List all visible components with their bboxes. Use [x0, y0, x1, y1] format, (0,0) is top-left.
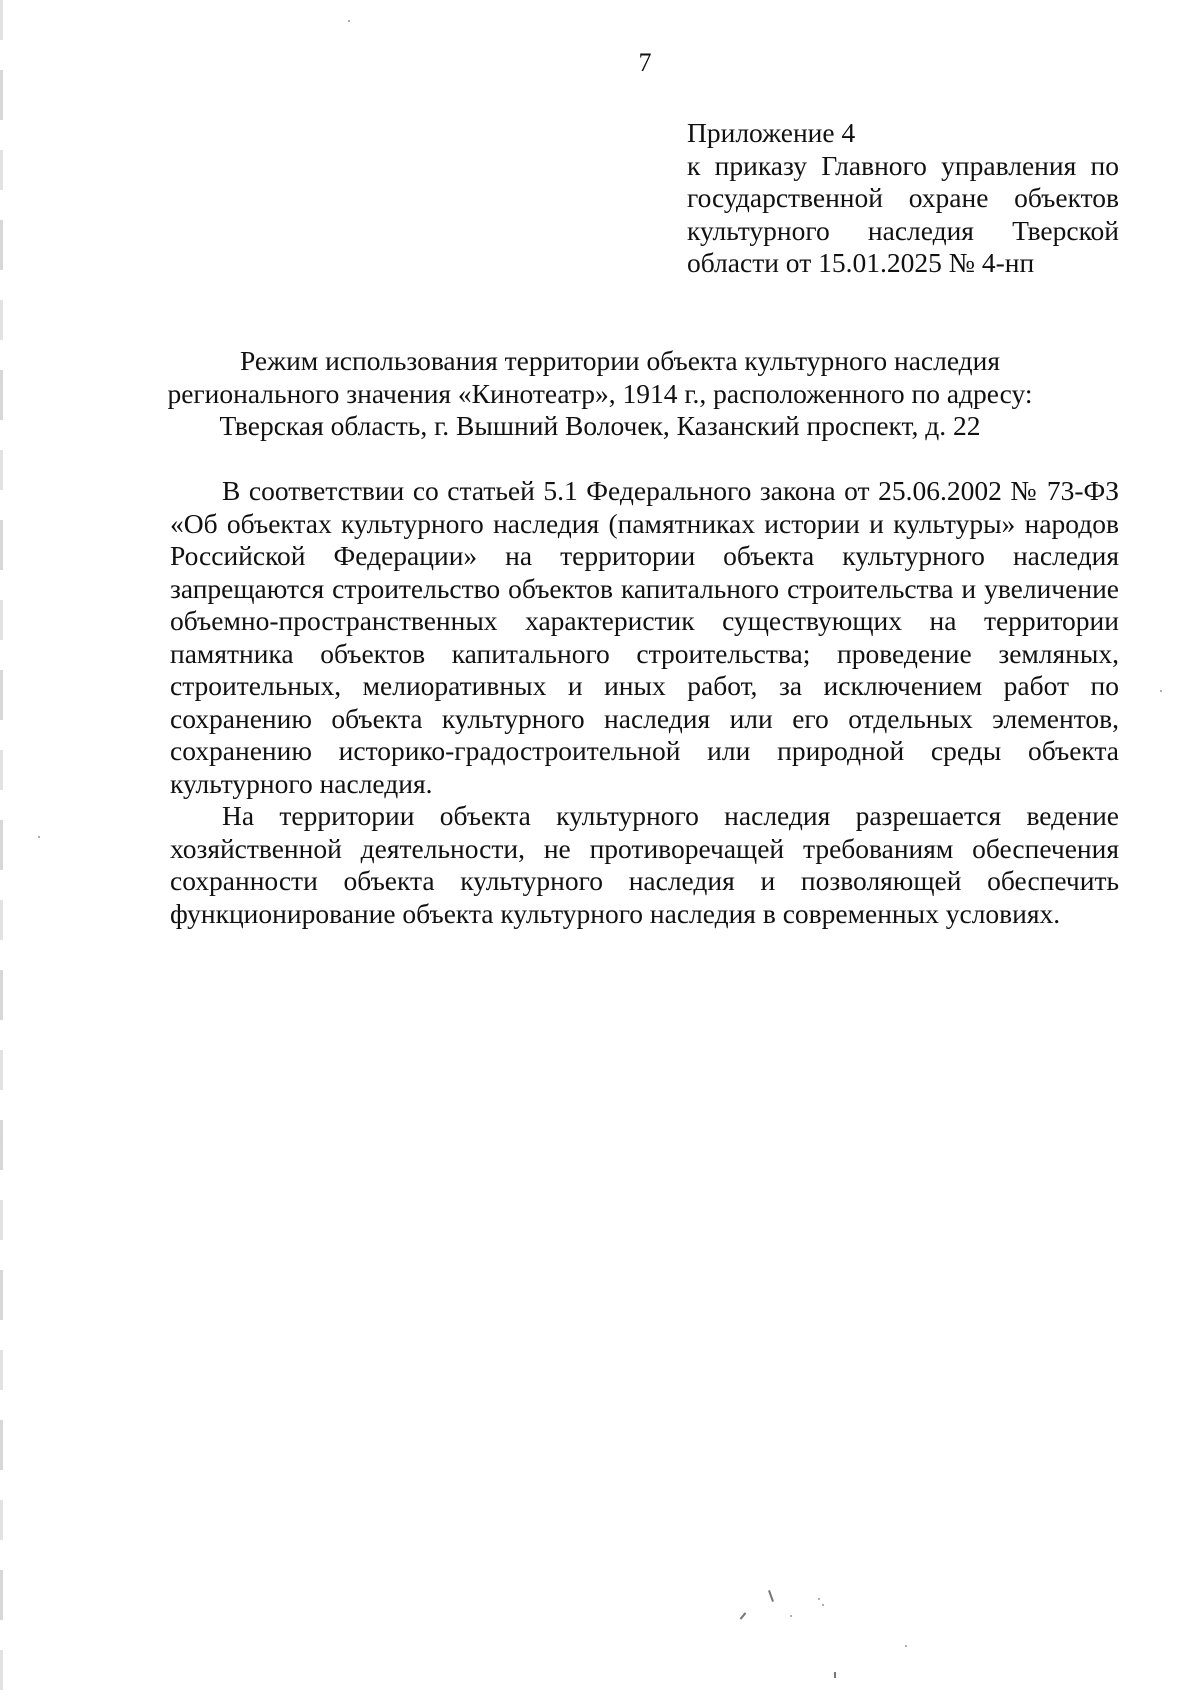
body-paragraph: В соответствии со статьей 5.1 Федерального закона от 25.06.2002 № 73-ФЗ «Об объектах культурного наследия (памятниках истории и культуры» народов Российской Федерации» на территории объекта культурного наследия запрещаются строительство объектов капитального строительства и увеличение объемно-пространственных характеристик существующих на территории памятника объектов капитального строительства; проведение земляных, строительных, мелиоративных и иных работ, за исключением работ по сохранению объекта культурного наследия или его отдельных элементов, сохранению историко-градостроительной или природной среды объекта культурного наследия. — [170, 475, 1119, 799]
page-number: 7 — [638, 48, 652, 77]
appendix-title: Приложение 4 — [687, 117, 856, 148]
appendix-line: области от 15.01.2025 № 4-нп — [687, 247, 1035, 278]
scan-artifact — [818, 1598, 820, 1600]
scan-artifact — [790, 1615, 792, 1617]
scan-edge-shadow — [0, 0, 3, 1705]
title-line: Тверская область, г. Вышний Волочек, Казанский проспект, д. 22 — [219, 410, 981, 441]
scan-artifact — [740, 1612, 747, 1619]
title-line: Режим использования территории объекта культурного наследия — [239, 345, 1001, 376]
scan-artifact — [822, 1604, 824, 1606]
body-paragraph: На территории объекта культурного наследия разрешается ведение хозяйственной деятельности, не противоречащей требованиям обеспечения сохранности объекта культурного наследия и позволяющей обеспечить функционирование объекта культурного наследия в современных условиях. — [170, 800, 1119, 929]
appendix-line: к приказу Главного управления по — [687, 149, 1119, 181]
scan-artifact — [905, 1645, 907, 1647]
scan-artifact — [38, 836, 40, 838]
appendix-line: государственной охране объектов — [687, 182, 1119, 213]
scan-artifact — [348, 20, 350, 22]
title-line: регионального значения «Кинотеатр», 1914 г., расположенного по адресу: — [167, 377, 1033, 409]
scan-artifact — [1160, 690, 1162, 692]
appendix-line: культурного наследия Тверской — [687, 214, 1119, 246]
appendix-header — [687, 117, 1119, 280]
document-body — [170, 475, 1119, 930]
scan-artifact — [834, 1672, 836, 1678]
scan-artifact — [768, 1590, 774, 1602]
document-title — [150, 345, 1050, 443]
